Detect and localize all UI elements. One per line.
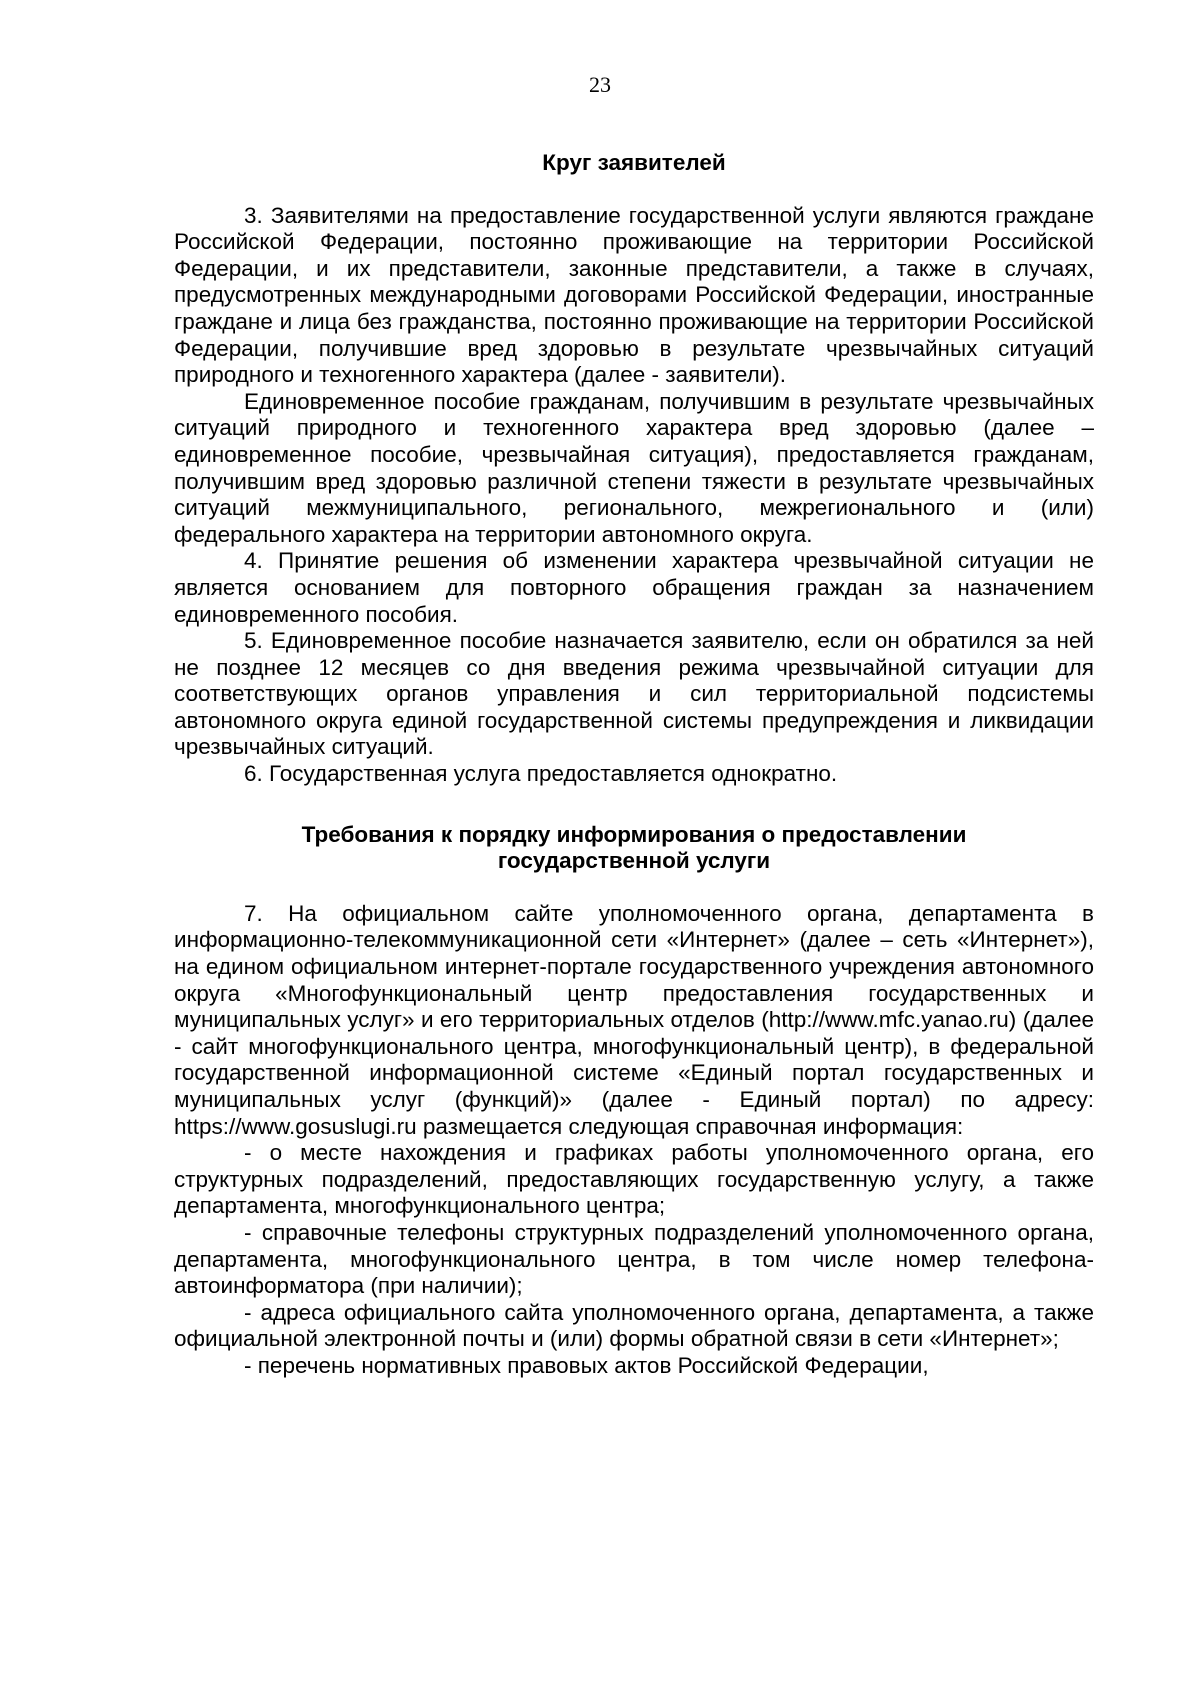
paragraph-7: 7. На официальном сайте уполномоченного органа, департамента в информационно-телекоммуникационной сети «Интернет» (далее – сеть «Интернет»), на едином официальном интернет-портале государственного учреждения автономного округа «Многофункциональный центр предоставления государственных и муниципальных услуг» и его территориальных отделов (http://www.mfc.yanao.ru) (далее - сайт многофункционального центра, многофункциональный центр), в федеральной государственной информационной системе «Единый портал государственных и муниципальных услуг (функций)» (далее - Единый портал) по адресу: https://www.gosuslugi.ru размещается следующая справочная информация: (174, 900, 1094, 1139)
paragraph-5: 5. Единовременное пособие назначается заявителю, если он обратился за ней не позднее 12 месяцев со дня введения режима чрезвычайной ситуации для соответствующих органов управления и сил территориальной подсистемы автономного округа единой государственной системы предупреждения и ликвидации чрезвычайных ситуаций. (174, 628, 1094, 760)
paragraph-4: 4. Принятие решения об изменении характера чрезвычайной ситуации не является основанием для повторного обращения граждан за назначением единовременного пособия. (174, 548, 1094, 627)
paragraph-one-time-allowance: Единовременное пособие гражданам, получившим в результате чрезвычайных ситуаций природного и техногенного характера вред здоровью (далее – единовременное пособие, чрезвычайная ситуация), предоставляется гражданам, получившим вред здоровью различной степени тяжести в результате чрезвычайных ситуаций межмуниципального, регионального, межрегионального и (или) федерального характера на территории автономного округа. (174, 388, 1094, 547)
paragraph-3: 3. Заявителями на предоставление государственной услуги являются граждане Российской Федерации, постоянно проживающие на территории Российской Федерации, и их представители, законные представители, а также в случаях, предусмотренных международными договорами Российской Федерации, иностранные граждане и лица без гражданства, постоянно проживающие на территории Российской Федерации, получившие вред здоровью в результате чрезвычайных ситуаций природного и техногенного характера (далее - заявители). (174, 202, 1094, 388)
list-item-website-addresses: - адреса официального сайта уполномоченного органа, департамента, а также официальной электронной почты и (или) формы обратной связи в сети «Интернет»; (174, 1299, 1094, 1352)
section-heading-line-2: государственной услуги (497, 848, 771, 874)
section-heading-applicants: Круг заявителей (542, 150, 726, 175)
section-heading-line-1: Требования к порядку информирования о предоставлении (301, 821, 967, 847)
page-number: 23 (589, 72, 611, 97)
document-content (174, 150, 1094, 1380)
list-item-location-schedule: - о месте нахождения и графиках работы уполномоченного органа, его структурных подразделений, предоставляющих государственную услугу, а также департамента, многофункционального центра; (174, 1140, 1094, 1219)
list-item-phones: - справочные телефоны структурных подразделений уполномоченного органа, департамента, многофункционального центра, в том числе номер телефона-автоинформатора (при наличии); (174, 1219, 1094, 1299)
section-heading-information-requirements (174, 822, 1094, 875)
paragraph-6: 6. Государственная услуга предоставляется однократно. (244, 761, 838, 787)
list-item-legal-acts: - перечень нормативных правовых актов Российской Федерации, (244, 1352, 929, 1378)
